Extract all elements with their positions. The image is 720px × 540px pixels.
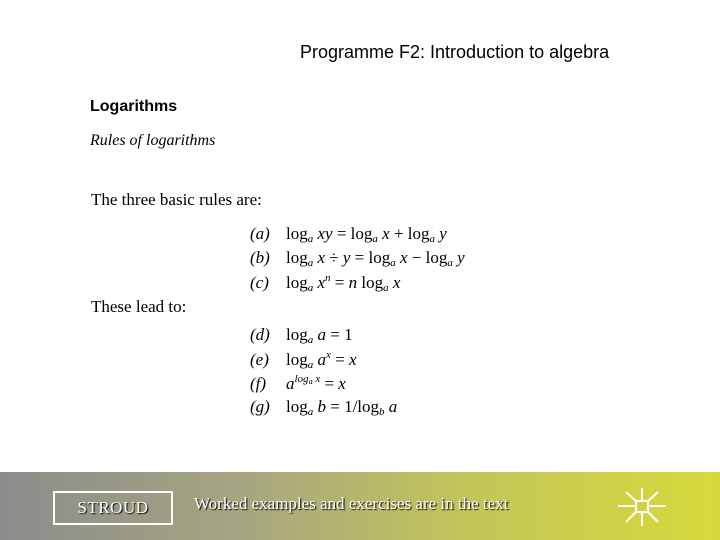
rule-expression: $\log_a a^x = x$ [286, 349, 357, 371]
basic-rules-intro: The three basic rules are: [91, 190, 262, 209]
rule-label: (g) [250, 397, 270, 416]
rule-label: (a) [250, 224, 270, 243]
rule-c [250, 272, 465, 296]
footer-note: Worked examples and exercises are in the text [194, 494, 509, 513]
footer-bar [0, 472, 720, 540]
programme-title: Programme F2: Introduction to algebra [300, 42, 610, 62]
derived-rules-list [250, 325, 397, 421]
section-title: Logarithms [90, 98, 178, 115]
navigation-star-icon[interactable] [616, 486, 668, 528]
rule-expression: $\log_a x \div y = \log_a x - \log_a y$ [286, 248, 465, 269]
rule-expression: $\log_a x^n = n$ $\log_a x$ [286, 272, 401, 294]
basic-rules-list [250, 224, 465, 296]
section-subtitle: Rules of logarithms [90, 132, 216, 149]
rule-label: (e) [250, 350, 269, 369]
rule-b [250, 248, 465, 272]
rule-a [250, 224, 465, 248]
rule-label: (c) [250, 273, 269, 292]
brand-text: STROUD [77, 498, 149, 517]
rule-f [250, 373, 397, 397]
rule-e [250, 349, 397, 373]
rule-d [250, 325, 397, 349]
rule-label: (f) [250, 374, 267, 393]
rule-label: (b) [250, 248, 270, 267]
rule-expression: $\log_a b = 1/\log_b$ a [286, 397, 398, 418]
rule-expression: $\log_a a = 1$ [286, 325, 353, 346]
brand-logo [53, 491, 173, 525]
derived-rules-intro: These lead to: [91, 297, 187, 316]
rule-g [250, 397, 397, 421]
rule-label: (d) [250, 325, 270, 344]
rule-expression: $a^{loga x} = x$ [286, 373, 346, 393]
rule-expression: $\log_a$ xy = $\log_a x + \log_a y$ [286, 224, 447, 245]
